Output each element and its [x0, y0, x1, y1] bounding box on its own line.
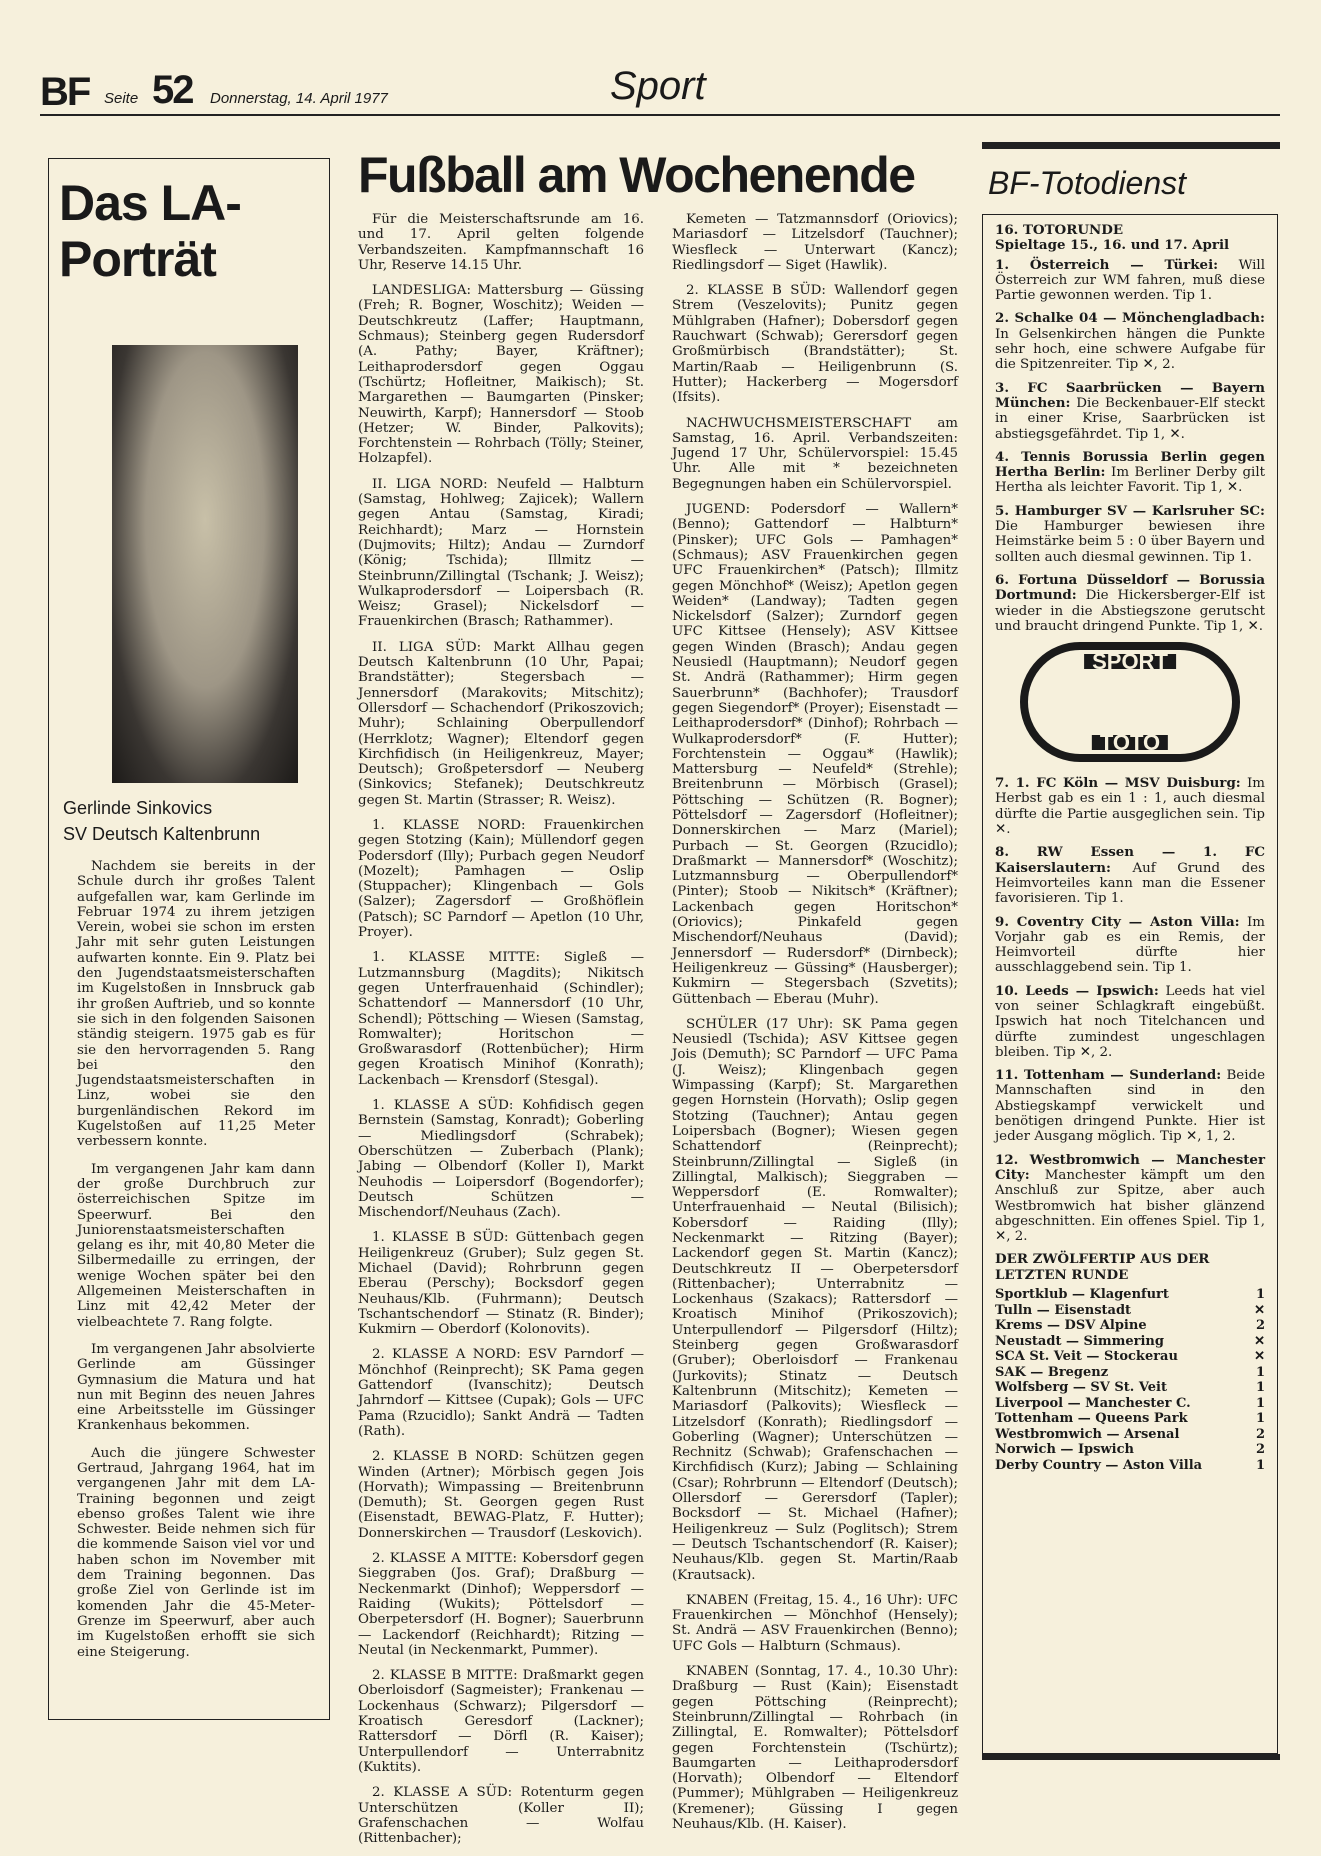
toto-tip: 10. Leeds — Ipswich: Leeds hat viel von seiner Schlagkraft eingebüßt. Ipswich hat noch Titelchancen und dürfte zumindest ungeschlagen bleiben. Tip ✕, 2. — [995, 982, 1265, 1060]
logo-text-bottom: TOTO — [1092, 735, 1168, 750]
fixture-paragraph: 2. KLASSE A NORD: ESV Parndorf — Mönchhof (Reinprecht); SK Pama gegen Gattendorf (Ivanschitz); Deutsch Jahrndorf — Kittsee (Cupak); Gols — UFC Pama (Rzucidlo); Sankt Andrä — Tadten (Rath). — [358, 1347, 644, 1439]
table-row: Liverpool — Manchester C. 1 — [995, 1395, 1265, 1411]
article-paragraph: Auch die jüngere Schwester Gertraud, Jahrgang 1964, hat im vergangenen Jahr mit dem LA-Training begonnen und zeigt ebenso großes Talent wie ihre Schwester. Beide nehmen sich für die kommende Saison viel vor und haben schon im November mit dem Training begonnen. Das große Ziel von Gerlinde ist im komenden Jahr die 45-Meter-Grenze im Speerwurf, aber auch im Kugelstoßen erhofft sie sich eine Steigerung. — [77, 1445, 315, 1660]
fixture-paragraph: 2. KLASSE A SÜD: Rotenturm gegen Unterschützen (Koller II); Grafenschachen — Wolfau (Rittenbacher); — [358, 1785, 644, 1847]
sport-toto-logo — [1020, 642, 1240, 762]
toto-tip: 7. 1. FC Köln — MSV Duisburg: Im Herbst gab es ein 1 : 1, auch diesmal dürfte die Partie ausgeglichen sein. Tip ✕. — [995, 775, 1265, 838]
toto-tip: 5. Hamburger SV — Karlsruher SC: Die Hamburger bewiesen ihre Heimstärke beim 5 : 0 über Bayern und sollten auch diesmal gewinnen. Tip 1. — [995, 502, 1265, 565]
toto-tip: 3. FC Saarbrücken — Bayern München: Die Beckenbauer-Elf steckt in einer Krise, Saarbrücken ist abstiegsgefährdet. Tip 1, ✕. — [995, 379, 1265, 442]
table-row: Wolfsberg — SV St. Veit 1 — [995, 1380, 1265, 1396]
totodienst-header — [982, 142, 1280, 215]
fixture-paragraph: 2. KLASSE B SÜD: Wallendorf gegen Strem (Veszelovits); Punitz gegen Mühlgraben (Hafner); Dobersdorf gegen Rauchwart (Schwab); Gerersdorf gegen Großmürbisch (Brandstätter); St. Martin/Raab — Heiligenbrunn (S. Hutter); Hackerberg — Mogersdorf (Ifsits). — [672, 283, 958, 406]
fussball-headline: Fußball am Wochenende — [358, 147, 915, 203]
portrait-article — [77, 859, 315, 1672]
totodienst-title: BF-Totodienst — [988, 165, 1187, 201]
issue-date: Donnerstag, 14. April 1977 — [210, 90, 388, 107]
article-paragraph: Im vergangenen Jahr absolvierte Gerlinde am Güssinger Gymnasium die Matura und hat nun mit Beginn des neuen Jahres eine Arbeitsstelle im Güssinger Krankenhaus bekommen. — [77, 1341, 315, 1434]
logo-text-top: SPORT — [1084, 654, 1176, 669]
totodienst-box — [982, 214, 1278, 1754]
header-rule — [40, 114, 1280, 116]
toto-tip: 12. Westbromwich — Manchester City: Manchester kämpft um den Anschluß zur Spitze, aber auch Westbromwich hat bisher glänzend abgeschnitten. Ein offenes Spiel. Tip 1, ✕, 2. — [995, 1151, 1265, 1245]
toto-tip: 9. Coventry City — Aston Villa: Im Vorjahr gab es ein Remis, der Heimvorteil dürfte hier ausschlaggebend sein. Tip 1. — [995, 913, 1265, 976]
fixture-paragraph: JUGEND: Podersdorf — Wallern* (Benno); Gattendorf — Halbturn* (Pinsker); UFC Gols — Pamhagen* (Schmaus); ASV Frauenkirchen gegen UFC Frauenkirchen* (Patsch); Illmitz gegen Mönchhof* (Weisz); Apetlon gegen Weiden* (Landway); Tadten gegen Nickelsdorf (Salzer); Zurndorf gegen UFC Kittsee (Hensely); ASV Kittsee gegen Winden (Brasch); Andau gegen Neusiedl (Hauptmann); Neudorf gegen St. Andrä (Rathammer); Hirm gegen Sauerbrunn* (Bachhofer); Trausdorf gegen Siegendorf* (Proyer); Eisenstadt — Leithaprodersdorf* (Dinhof); Rohrbach — Wulkaprodersdorf* (F. Hutter); Forchtenstein — Oggau* (Hawlik); Mattersburg — Neufeld* (Strehle); Breitenbrunn — Mörbisch (Grasel); Pöttsching — Schützen (R. Bogner); Pöttelsdorf — Zagersdorf (Hofleitner); Donnerskirchen — Marz (Mariel); Purbach — St. Georgen (Rzucidlo); Draßmarkt — Mannersdorf* (Woschitz); Lutzmannsburg — Oberpullendorf* (Pinter); Stoob — Nikitsch* (Kräftner); Lackenbach gegen Horitschon* (Oriovics); Pinkafeld gegen Mischendorf/Neuhaus (David); Jennersdorf — Rudersdorf* (Dirnbeck); Heiligenkreuz — Güssing* (Hausberger); Kukmirn — Stegersbach (Szvetits); Güttenbach — Eberau (Muhr). — [672, 502, 958, 1007]
fixtures-column-2 — [672, 212, 958, 1842]
fixture-paragraph: II. LIGA SÜD: Markt Allhau gegen Deutsch Kaltenbrunn (10 Uhr, Papai; Brandstätter); Stegersbach — Jennersdorf (Marakovits; Mitschitz); Ollersdorf — Schachendorf (Prikoszovich; Muhr); Schlaining Oberpullendorf (Herrklotz; Wagner); Eltendorf gegen Kirchfidisch (in Heiligenkreuz, Mayer; Deutsch); Großpetersdorf — Neuberg (Sinkovics; Stefanek); Deutschkreutz gegen St. Martin (Strasser; R. Weisz). — [358, 639, 644, 808]
newspaper-logo: BF — [40, 70, 90, 114]
table-row: SAK — Bregenz 1 — [995, 1364, 1265, 1380]
toto-days: Spieltage 15., 16. und 17. April — [995, 237, 1230, 254]
table-row: Norwich — Ipswich 2 — [995, 1442, 1265, 1458]
fixture-paragraph: KNABEN (Freitag, 15. 4., 16 Uhr): UFC Frauenkirchen — Mönchhof (Hensely); St. Andrä — ASV Frauenkirchen (Benno); UFC Gols — Halbturn (Schmaus). — [672, 1592, 958, 1654]
table-row: Sportklub — Klagenfurt 1 — [995, 1287, 1265, 1303]
page-number: 52 — [152, 68, 193, 112]
toto-tip: 11. Tottenham — Sunderland: Beide Mannschaften sind in den Abstiegskampf verwickelt und benötigen dringend Punkte. Hier ist jeder Ausgang möglich. Tip ✕, 1, 2. — [995, 1067, 1265, 1145]
table-row: Westbromwich — Arsenal 2 — [995, 1426, 1265, 1442]
page-label: Seite — [104, 90, 139, 107]
athlete-name: Gerlinde Sinkovics — [63, 798, 213, 818]
athlete-photo — [112, 345, 298, 783]
fixture-paragraph: 1. KLASSE MITTE: Sigleß — Lutzmannsburg (Magdits); Nikitsch gegen Unterfrauenhaid (Schindler); Schattendorf — Mannersdorf (10 Uhr, Schendl); Pöttsching — Wiesen (Samstag, Romwalter); Horitschon — Großwarasdorf (Rottenbücher); Hirm gegen Kroatisch Minihof (Konrath); Lackenbach — Krensdorf (Stesgal). — [358, 950, 644, 1088]
fixture-paragraph: 1. KLASSE B SÜD: Güttenbach gegen Heiligenkreuz (Gruber); Sulz gegen St. Michael (David); Rohrbrunn gegen Eberau (Perschy); Bocksdorf gegen Neuhaus/Klb. (Fuhrmann); Deutsch Tschantschendorf — Stinatz (R. Binder); Kukmirn — Oberdorf (Kolonovits). — [358, 1230, 644, 1338]
table-row: Derby Country — Aston Villa 1 — [995, 1457, 1265, 1473]
athlete-club: SV Deutsch Kaltenbrunn — [63, 824, 261, 844]
table-row: Krems — DSV Alpine 2 — [995, 1318, 1265, 1334]
portrait-title: Das LA- Porträt — [59, 175, 241, 287]
fixture-paragraph: 2. KLASSE B NORD: Schützen gegen Winden (Artner); Mörbisch gegen Jois (Horvath); Wimpassing — Breitenbrunn (Demuth); St. Georgen gegen Rust (Eisenstadt, BEWAG-Platz, F. Hutter); Donnerskirchen — Trausdorf (Leskovich). — [358, 1449, 644, 1541]
fixture-paragraph: SCHÜLER (17 Uhr): SK Pama gegen Neusiedl (Tschida); ASV Kittsee gegen Jois (Demuth); SC Parndorf — UFC Pama (J. Weisz); Klingenbach gegen Wimpassing (Karpf); St. Margarethen gegen Hornstein (Horvath); Oslip gegen Stotzing (Tauchner); Antau gegen Loipersbach (Bogner); Wiesen gegen Schattendorf (Reinprecht); Steinbrunn/Zillingtal — Sigleß (in Zillingtal, Malkisch); Sieggraben — Weppersdorf (E. Romwalter); Unterfrauenhaid — Neutal (Bilisich); Kobersdorf — Raiding (Illy); Neckenmarkt — Ritzing (Bayer); Lackendorf gegen St. Martin (Kancz); Deutschkreutz II — Oberpetersdorf (Rittenbacher); Unterrabnitz — Lockenhaus (Szakacs); Rattersdorf — Kroatisch Minihof (Prikoszovich); Unterpullendorf — Pilgersdorf (Hiltz); Steinberg gegen Großwarasdorf (Gruber); Oberloisdorf — Frankenau (Jurkovits); Stinatz — Deutsch Kaltenbrunn (Mitschitz); Kemeten — Mariasdorf (Palkovits); Wiesfleck — Litzelsdorf (Konrath); Riedlingsdorf — Goberling (Wagner); Unterschützen — Rechnitz (Schwab); Grafenschachen — Kirchfidisch (Kurz); Jabing — Schlaining (Csar); Rohrbrunn — Eltendorf (Deutsch); Ollersdorf — Gerersdorf (Tapler); Bocksdorf — St. Michael (Hafner); Heiligenkreuz — Sulz (Poglitsch); Strem — Deutsch Tschantschendorf (R. Kaiser); Neuhaus/Klb. gegen St. Martin/Raab (Krautsack). — [672, 1016, 958, 1583]
fixtures-column-1 — [358, 212, 644, 1856]
fixture-paragraph: KNABEN (Sonntag, 17. 4., 10.30 Uhr): Draßburg — Rust (Kain); Eisenstadt gegen Pöttsching (Reinprecht); Steinbrunn/Zillingtal — Rohrbach (in Zillingtal, E. Romwalter); Pöttelsdorf gegen Forchtenstein (Tschürtz); Baumgarten — Leithaprodersdorf (Horvath); Olbendorf — Eltendorf (Pummer); Mühlgraben — Heiligenkreuz (Kremener); Güssing I gegen Neuhaus/Klb. (H. Kaiser). — [672, 1664, 958, 1832]
page-header — [40, 62, 1280, 118]
fixture-paragraph: Kemeten — Tatzmannsdorf (Oriovics); Mariasdorf — Litzelsdorf (Tauchner); Wiesfleck — Unterwart (Kancz); Riedlingsdorf — Siget (Hawlik). — [672, 212, 958, 273]
table-row: SCA St. Veit — Stockerau ✕ — [995, 1349, 1265, 1365]
toto-tip: 1. Österreich — Türkei: Will Österreich zur WM fahren, muß diese Partie gewonnen werden. Tip 1. — [995, 256, 1265, 304]
section-title: Sport — [610, 64, 706, 108]
table-row: Tottenham — Queens Park 1 — [995, 1411, 1265, 1427]
toto-tip: 6. Fortuna Düsseldorf — Borussia Dortmund: Die Hickersberger-Elf ist wieder in die Abstiegszone gerutscht und braucht dringend Punkte. Tip 1, ✕. — [995, 571, 1265, 634]
fixture-paragraph: 1. KLASSE NORD: Frauenkirchen gegen Stotzing (Kain); Müllendorf gegen Podersdorf (Illy); Purbach gegen Neudorf (Mozelt); Pamhagen — Oslip (Stuppacher); Klingenbach — Gols (Salzer); Zagersdorf — Großhöflein (Patsch); SC Parndorf — Apetlon (10 Uhr, Proyer). — [358, 817, 644, 941]
fixture-paragraph: NACHWUCHSMEISTERSCHAFT am Samstag, 16. April. Verbandszeiten: Jugend 17 Uhr, Schülervorspiel: 15.45 Uhr. Alle mit * bezeichneten Begegnungen haben ein Schülervorspiel. — [672, 415, 958, 492]
toto-round: 16. TOTORUNDE — [995, 222, 1124, 238]
toto-tip: 8. RW Essen — 1. FC Kaiserslautern: Auf Grund des Heimvorteiles kann man die Essener favorisieren. Tip 1. — [995, 844, 1265, 907]
article-paragraph: Im vergangenen Jahr kam dann der große Durchbruch zur österreichischen Spitze im Speerwurf. Bei den Juniorenstaatsmeisterschaften gelang es ihr, mit 40,80 Meter die Silbermedaille zu erringen, der wenige Wochen später bei den Allgemeinen Meisterschaften in Linz mit 42,42 Meter der vielbeachtete 7. Rang folgte. — [77, 1161, 315, 1330]
totodienst-bottom-rule — [982, 1754, 1280, 1760]
fixture-paragraph: LANDESLIGA: Mattersburg — Güssing (Freh; R. Bogner, Woschitz); Weiden — Deutschkreutz (Laffer; Hauptmann, Schmaus); Steinberg gegen Rudersdorf (A. Pathy; Bayer, Kräftner); Leithaprodersdorf gegen Oggau (Tschürtz; Hofleitner, Maikisch); St. Margarethen — Baumgarten (Pinsker; Neuwirth, Karpf); Hannersdorf — Stoob (Hetzer; W. Binder, Palkovits); Forchtenstein — Rohrbach (Tölly; Steiner, Holzapfel). — [358, 283, 644, 467]
fixture-paragraph: 2. KLASSE A MITTE: Kobersdorf gegen Sieggraben (Jos. Graf); Draßburg — Neckenmarkt (Dinhof); Weppersdorf — Raiding (Wukits); Pöttelsdorf — Oberpetersdorf (H. Bogner); Sauerbrunn — Lackendorf (Reichhardt); Ritzing — Neutal (in Neckenmarkt, Pummer). — [358, 1551, 644, 1658]
photo-caption — [63, 795, 260, 847]
zwoelfer-table — [995, 1287, 1265, 1473]
fixture-paragraph: 1. KLASSE A SÜD: Kohfidisch gegen Bernstein (Samstag, Konradt); Goberling — Miedlingsdorf (Schrabek); Oberschützen — Zuberbach (Plank); Jabing — Olbendorf (Koller I), Markt Neuhodis — Loipersdorf (Bogendorfer); Deutsch Schützen — Mischendorf/Neuhaus (Zach). — [358, 1098, 644, 1221]
zwoelfer-title: DER ZWÖLFERTIP AUS DER LETZTEN RUNDE — [995, 1251, 1210, 1283]
table-row: Neustadt — Simmering ✕ — [995, 1333, 1265, 1349]
article-paragraph: Nachdem sie bereits in der Schule durch ihr großes Talent aufgefallen war, kam Gerlinde im Februar 1974 zu ihrem jetzigen Verein, wobei sie schon im ersten Jahr mit sehr guten Leistungen aufwarten konnte. Ein 9. Platz bei den Jugendstaatsmeisterschaften im Kugelstoßen in Innsbruck gab ihr großen Auftrieb, und so konnte sie sich in den folgenden Saisonen ständig steigern. 1975 gab es für sie den hervorragenden 5. Rang bei den Jugendstaatsmeisterschaften in Linz, wobei sie den burgenländischen Rekord im Kugelstoßen auf 11,25 Meter verbessern konnte. — [77, 859, 315, 1150]
table-row: Tulln — Eisenstadt ✕ — [995, 1302, 1265, 1318]
toto-tip: 2. Schalke 04 — Mönchengladbach: In Gelsenkirchen hängen die Punkte sehr hoch, eine schwere Aufgabe für die Spitzenreiter. Tip ✕, 2. — [995, 310, 1265, 373]
fixture-paragraph: 2. KLASSE B MITTE: Draßmarkt gegen Oberloisdorf (Sagmeister); Frankenau — Lockenhaus (Schwarz); Pilgersdorf — Kroatisch Geresdorf (Lackner); Rattersdorf — Dörfl (R. Kaiser); Unterpullendorf — Unterrabnitz (Kuktits). — [358, 1668, 644, 1775]
toto-tip: 4. Tennis Borussia Berlin gegen Hertha Berlin: Im Berliner Derby gilt Hertha als leichter Favorit. Tip 1, ✕. — [995, 448, 1265, 496]
fixture-paragraph: Für die Meisterschaftsrunde am 16. und 17. April gelten folgende Verbandszeiten. Kampfmannschaft 16 Uhr, Reserve 14.15 Uhr. — [358, 212, 644, 273]
fixture-paragraph: II. LIGA NORD: Neufeld — Halbturn (Samstag, Hohlweg; Zajicek); Wallern gegen Antau (Samstag, Kiradi; Reichhardt); Marz — Hornstein (Dujmovits; Hiltz); Andau — Zurndorf (König; Tschida); Illmitz — Steinbrunn/Zillingtal (Tschank; J. Weisz); Wulkaprodersdorf — Loipersbach (R. Weisz; Grasel); Nickelsdorf — Frauenkirchen (Brasch; Rathammer). — [358, 476, 644, 630]
portrait-box — [48, 158, 330, 1720]
